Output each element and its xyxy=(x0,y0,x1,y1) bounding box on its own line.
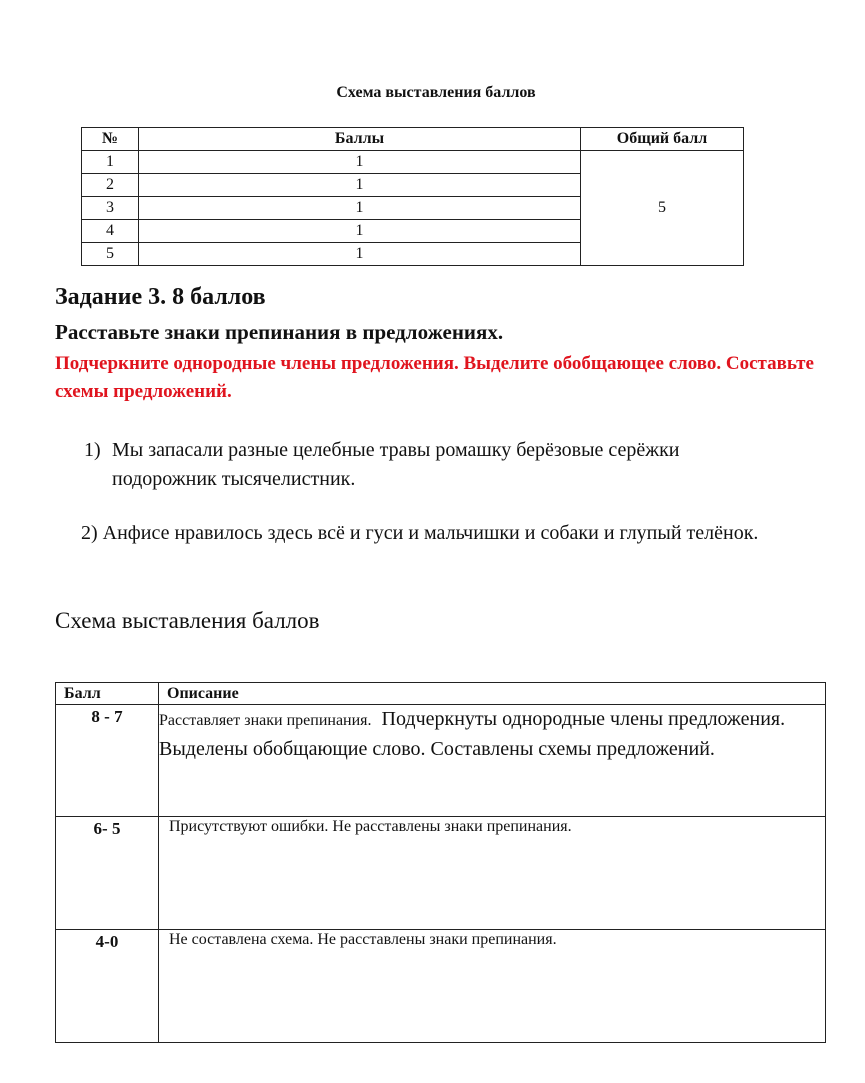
row-points: 1 xyxy=(139,220,581,243)
row-score: 6- 5 xyxy=(56,817,159,930)
table-header-row xyxy=(56,683,826,705)
scoring-scheme-title: Схема выставления баллов xyxy=(336,84,536,101)
scoring-table-1 xyxy=(81,127,744,266)
table-header-row xyxy=(82,128,744,151)
row-points: 1 xyxy=(139,174,581,197)
row-number: 4 xyxy=(82,220,139,243)
row-number: 5 xyxy=(82,243,139,266)
row-description-part-1: Расставляет знаки препинания. xyxy=(159,712,372,729)
row-description: Не составлена схема. Не расставлены знаки препинания. xyxy=(159,930,826,1043)
sentence-2: 2) Анфисе нравилось здесь всё и гуси и мальчишки и собаки и глупый телёнок. xyxy=(81,522,759,544)
row-description: Присутствуют ошибки. Не расставлены знаки препинания. xyxy=(159,817,826,930)
sentence-1-line-2: подорожник тысячелистник. xyxy=(112,468,356,490)
row-number: 2 xyxy=(82,174,139,197)
row-number: 1 xyxy=(82,151,139,174)
total-score: 5 xyxy=(581,151,744,266)
task-title: Задание 3. 8 баллов xyxy=(55,284,266,310)
header-description: Описание xyxy=(159,683,826,705)
row-points: 1 xyxy=(139,197,581,220)
task-subtitle: Расставьте знаки препинания в предложениях. xyxy=(55,320,504,344)
row-score: 4-0 xyxy=(56,930,159,1043)
scoring-table-2 xyxy=(55,682,826,1043)
row-number: 3 xyxy=(82,197,139,220)
task-instruction: Подчеркните однородные члены предложения. Выделите обобщающее слово. Составьте схемы предложений. xyxy=(55,353,814,402)
table-row xyxy=(56,705,826,817)
header-points: Баллы xyxy=(139,128,581,151)
sentence-1-number: 1) xyxy=(84,439,101,461)
scoring-scheme-title-2: Схема выставления баллов xyxy=(55,608,320,633)
table-row xyxy=(56,817,826,930)
table-row xyxy=(82,151,744,174)
row-score: 8 - 7 xyxy=(56,705,159,817)
header-score: Балл xyxy=(56,683,159,705)
row-description-part-2: Подчеркнуты однородные члены предложения. Выделены обобщающие слово. Составлены схемы предложений. xyxy=(159,708,786,760)
row-points: 1 xyxy=(139,243,581,266)
table-row xyxy=(56,930,826,1043)
row-points: 1 xyxy=(139,151,581,174)
header-total: Общий балл xyxy=(581,128,744,151)
header-number: № xyxy=(82,128,139,151)
sentence-1-line-1: Мы запасали разные целебные травы ромашку берёзовые серёжки xyxy=(112,439,680,461)
row-description xyxy=(159,705,826,817)
sentence-1 xyxy=(84,436,680,494)
